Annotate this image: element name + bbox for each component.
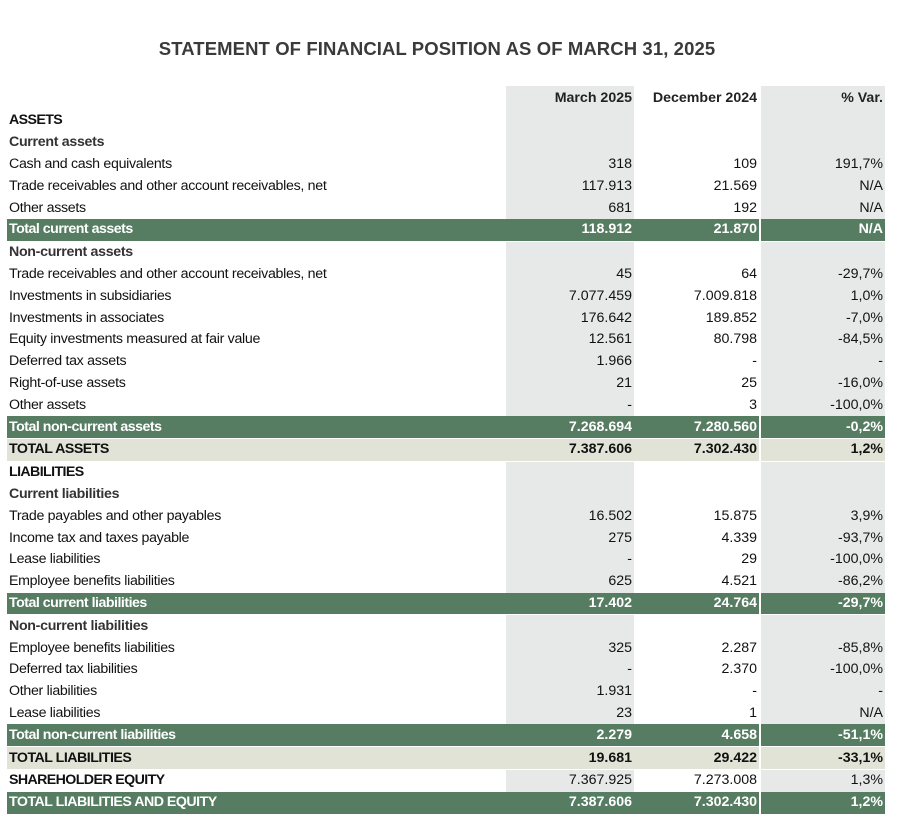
row-label: Total current liabilities: [7, 593, 506, 615]
value-december-2024: 15.875: [713, 507, 757, 524]
row-label: Trade payables and other payables: [9, 507, 221, 524]
value-march-2025: 2.279: [506, 724, 634, 746]
value-pct-var: [761, 484, 885, 506]
value-pct-var: -86,2%: [761, 571, 885, 593]
table-row: [7, 416, 885, 438]
value-december-2024: 64: [741, 265, 757, 282]
row-label: SHAREHOLDER EQUITY: [9, 772, 165, 789]
value-pct-var: -100,0%: [761, 659, 885, 681]
table-row: [7, 219, 885, 241]
table-row: [7, 703, 885, 725]
value-december-2024: 21.870: [634, 219, 759, 241]
value-pct-var: -16,0%: [761, 373, 885, 395]
row-label: Lease liabilities: [9, 704, 101, 721]
value-pct-var: -100,0%: [761, 394, 885, 416]
value-march-2025: 45: [506, 264, 634, 286]
table-row: [7, 197, 885, 219]
value-march-2025: 17.402: [506, 593, 634, 615]
value-pct-var: -: [761, 351, 885, 373]
value-march-2025: [506, 241, 634, 263]
column-header-pct-var: % Var.: [761, 86, 885, 110]
value-pct-var: -51,1%: [761, 724, 885, 746]
value-march-2025: 1.931: [506, 681, 634, 703]
table-row: [7, 307, 885, 329]
table-row: [7, 110, 885, 132]
value-march-2025: 21: [506, 373, 634, 395]
value-december-2024: 29: [741, 551, 757, 568]
table-row: [7, 264, 885, 286]
value-pct-var: [761, 110, 885, 132]
row-label: Current assets: [9, 134, 105, 151]
value-pct-var: 1,3%: [761, 769, 885, 791]
value-march-2025: 275: [506, 527, 634, 549]
table-row: [7, 593, 885, 615]
table-row: [7, 769, 885, 791]
value-pct-var: -0,2%: [761, 416, 885, 438]
table-row: [7, 792, 885, 814]
value-december-2024: 1: [749, 704, 757, 721]
value-march-2025: 118.912: [506, 219, 634, 241]
value-december-2024: 7.009.818: [693, 287, 757, 304]
table-row: [7, 329, 885, 351]
value-pct-var: -84,5%: [761, 329, 885, 351]
table-row: [7, 484, 885, 506]
table-row: [7, 285, 885, 307]
value-pct-var: -33,1%: [761, 747, 885, 770]
table-row: [7, 461, 885, 483]
value-march-2025: 19.681: [506, 747, 634, 770]
table-row: [7, 132, 885, 154]
value-pct-var: N/A: [761, 197, 885, 219]
value-pct-var: -93,7%: [761, 527, 885, 549]
table-row: [7, 154, 885, 176]
page-title: STATEMENT OF FINANCIAL POSITION AS OF MARCH 31, 2025: [158, 38, 716, 59]
value-pct-var: -85,8%: [761, 637, 885, 659]
value-pct-var: -: [761, 681, 885, 703]
value-december-2024: [634, 484, 759, 506]
value-march-2025: -: [506, 659, 634, 681]
value-december-2024: 29.422: [634, 747, 759, 770]
table-row: [7, 351, 885, 373]
table-row: [7, 527, 885, 549]
table-row: [7, 681, 885, 703]
value-december-2024: 25: [741, 374, 757, 391]
value-pct-var: [761, 132, 885, 154]
value-december-2024: -: [752, 683, 757, 700]
row-label: Right-of-use assets: [9, 374, 126, 391]
row-label: Non-current liabilities: [9, 617, 148, 634]
column-header-december-2024: December 2024: [652, 90, 757, 106]
row-label: Trade receivables and other account receivables, net: [9, 265, 327, 282]
value-march-2025: 16.502: [506, 505, 634, 527]
row-label: Total non-current liabilities: [7, 724, 506, 746]
table-row: [7, 241, 885, 263]
value-march-2025: [506, 461, 634, 483]
value-december-2024: 2.287: [721, 639, 757, 656]
value-december-2024: [634, 241, 759, 263]
value-pct-var: N/A: [761, 703, 885, 725]
value-march-2025: 7.268.694: [506, 416, 634, 438]
table-row: [7, 571, 885, 593]
value-march-2025: [506, 132, 634, 154]
row-label: Non-current assets: [9, 244, 133, 261]
column-header-march-2025: March 2025: [506, 86, 634, 110]
value-december-2024: 24.764: [634, 593, 759, 615]
value-pct-var: 1,2%: [761, 792, 885, 814]
value-pct-var: [761, 461, 885, 483]
value-pct-var: [761, 241, 885, 263]
value-march-2025: 7.387.606: [506, 438, 634, 461]
row-label: Other assets: [9, 396, 86, 413]
value-march-2025: 7.367.925: [506, 769, 634, 791]
value-pct-var: N/A: [761, 175, 885, 197]
row-label: Investments in subsidiaries: [9, 287, 172, 304]
value-december-2024: [634, 110, 759, 132]
row-label: Employee benefits liabilities: [9, 639, 175, 656]
value-december-2024: 4.521: [721, 573, 757, 590]
value-march-2025: 325: [506, 637, 634, 659]
value-march-2025: -: [506, 549, 634, 571]
value-march-2025: 7.077.459: [506, 285, 634, 307]
table-row: [7, 724, 885, 746]
row-label: Deferred tax assets: [9, 353, 127, 370]
value-pct-var: -7,0%: [761, 307, 885, 329]
table-row: [7, 615, 885, 637]
value-december-2024: [634, 461, 759, 483]
row-label: Cash and cash equivalents: [9, 155, 172, 172]
value-march-2025: 7.387.606: [506, 792, 634, 814]
table-row: [7, 373, 885, 395]
row-label: Income tax and taxes payable: [9, 529, 190, 546]
value-december-2024: 21.569: [713, 177, 757, 194]
value-march-2025: [506, 110, 634, 132]
row-label: Trade receivables and other account receivables, net: [9, 177, 327, 194]
table-row: [7, 659, 885, 681]
row-label: Equity investments measured at fair value: [9, 331, 261, 348]
value-pct-var: -100,0%: [761, 549, 885, 571]
row-label: Other liabilities: [9, 683, 97, 700]
value-december-2024: [634, 615, 759, 637]
value-march-2025: [506, 484, 634, 506]
value-pct-var: N/A: [761, 219, 885, 241]
value-december-2024: 7.280.560: [634, 416, 759, 438]
value-pct-var: -29,7%: [761, 593, 885, 615]
table-row: [7, 747, 885, 770]
value-pct-var: 191,7%: [761, 154, 885, 176]
financial-position-table: [7, 86, 885, 815]
value-pct-var: 3,9%: [761, 505, 885, 527]
value-march-2025: 23: [506, 703, 634, 725]
value-pct-var: -29,7%: [761, 264, 885, 286]
value-march-2025: -: [506, 394, 634, 416]
row-label: LIABILITIES: [9, 464, 84, 481]
table-row: [7, 505, 885, 527]
value-march-2025: 681: [506, 197, 634, 219]
value-december-2024: 109: [733, 155, 757, 172]
value-march-2025: [506, 615, 634, 637]
value-march-2025: 1.966: [506, 351, 634, 373]
value-december-2024: 4.658: [634, 724, 759, 746]
value-march-2025: 625: [506, 571, 634, 593]
value-december-2024: 3: [749, 396, 757, 413]
value-december-2024: [634, 132, 759, 154]
value-december-2024: 192: [733, 199, 757, 216]
value-december-2024: 4.339: [721, 529, 757, 546]
value-december-2024: 2.370: [721, 661, 757, 678]
value-march-2025: 176.642: [506, 307, 634, 329]
row-label: Other assets: [9, 199, 86, 216]
table-header-row: [7, 86, 885, 110]
value-december-2024: 7.273.008: [693, 772, 757, 789]
row-label: ASSETS: [9, 112, 63, 129]
row-label: TOTAL ASSETS: [7, 438, 506, 461]
value-march-2025: 318: [506, 154, 634, 176]
value-december-2024: 80.798: [713, 331, 757, 348]
value-pct-var: [761, 615, 885, 637]
value-march-2025: 12.561: [506, 329, 634, 351]
table-row: [7, 549, 885, 571]
row-label: TOTAL LIABILITIES: [7, 747, 506, 770]
table-row: [7, 175, 885, 197]
value-december-2024: 189.852: [705, 309, 757, 326]
value-march-2025: 117.913: [506, 175, 634, 197]
row-label: Total current assets: [7, 219, 506, 241]
header-label-cell: [7, 86, 506, 110]
table-row: [7, 438, 885, 461]
row-label: Investments in associates: [9, 309, 164, 326]
value-december-2024: 7.302.430: [634, 792, 759, 814]
value-pct-var: 1,0%: [761, 285, 885, 307]
row-label: Deferred tax liabilities: [9, 661, 138, 678]
row-label: Employee benefits liabilities: [9, 573, 175, 590]
row-label: TOTAL LIABILITIES AND EQUITY: [7, 792, 506, 814]
table-row: [7, 637, 885, 659]
row-label: Total non-current assets: [7, 416, 506, 438]
value-december-2024: -: [752, 353, 757, 370]
row-label: Current liabilities: [9, 485, 120, 502]
value-december-2024: 7.302.430: [634, 438, 759, 461]
table-row: [7, 394, 885, 416]
row-label: Lease liabilities: [9, 551, 101, 568]
value-pct-var: 1,2%: [761, 438, 885, 461]
